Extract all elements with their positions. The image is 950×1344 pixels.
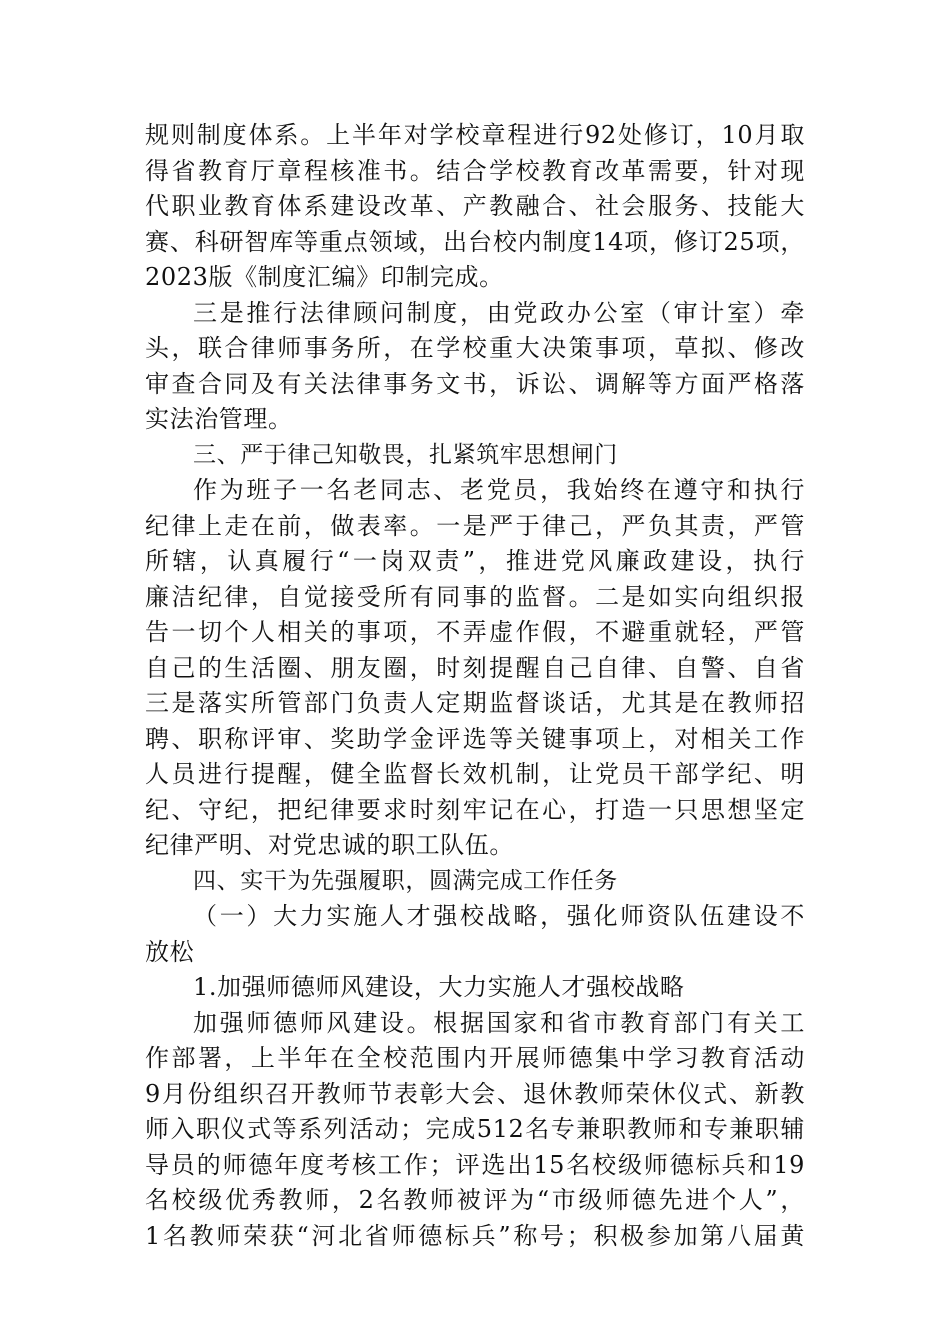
text-line: 廉洁纪律，自觉接受所有同事的监督。二是如实向组织报 — [145, 582, 805, 611]
text-line: 自己的生活圈、朋友圈，时刻提醒自己自律、自警、自省 — [145, 653, 805, 682]
text-line: 1.加强师德师风建设，大力实施人才强校战略 — [193, 973, 685, 1001]
text-line: 三是落实所管部门负责人定期监督谈话，尤其是在教师招 — [145, 689, 805, 717]
text-line: 师入职仪式等系列活动；完成512名专兼职教师和专兼职辅 — [145, 1115, 805, 1143]
heading-text: 三、严于律己知敬畏，扎紧筑牢思想闸门 — [193, 441, 618, 468]
text-line: 审查合同及有关法律事务文书，诉讼、调解等方面严格落 — [145, 369, 805, 398]
paragraph — [145, 118, 805, 296]
text-line: 纪律严明、对党忠诚的职工队伍。 — [145, 831, 514, 859]
text-line: 所辖，认真履行“一岗双责”，推进党风廉政建设，执行 — [145, 547, 805, 575]
text-line: （一）大力实施人才强校战略，强化师资队伍建设不 — [193, 902, 805, 930]
text-line: 纪、守纪，把纪律要求时刻牢记在心，打造一只思想坚定 — [145, 795, 805, 824]
section-heading — [145, 864, 805, 900]
text-line: 头，联合律师事务所，在学校重大决策事项，草拟、修改 — [145, 334, 805, 362]
paragraph — [145, 899, 805, 970]
text-line: 聘、职称评审、奖助学金评选等关键事项上，对相关工作 — [145, 724, 805, 753]
text-line: 赛、科研智库等重点领域，出台校内制度14项，修订25项， — [145, 227, 805, 256]
text-line: 规则制度体系。上半年对学校章程进行92处修订，10月取 — [145, 121, 805, 149]
text-line: 1名教师荣获“河北省师德标兵”称号；积极参加第八届黄 — [145, 1221, 805, 1250]
text-line: 三是推行法律顾问制度，由党政办公室（审计室）牵 — [193, 298, 805, 327]
text-line: 2023版《制度汇编》印制完成。 — [145, 263, 504, 291]
paragraph — [145, 1006, 805, 1255]
text-line: 人员进行提醒，健全监督长效机制，让党员干部学纪、明 — [145, 760, 805, 788]
paragraph — [145, 296, 805, 438]
text-line: 9月份组织召开教师节表彰大会、退休教师荣休仪式、新教 — [145, 1079, 805, 1108]
text-line: 名校级优秀教师，2名教师被评为“市级师德先进个人”， — [145, 1186, 805, 1214]
document-page — [145, 118, 805, 1254]
text-line: 导员的师德年度考核工作；评选出15名校级师德标兵和19 — [145, 1150, 805, 1179]
text-line: 作部署，上半年在全校范围内开展师德集中学习教育活动 — [145, 1044, 805, 1072]
text-line: 纪律上走在前，做表率。一是严于律己，严负其责，严管 — [145, 511, 805, 540]
section-heading — [145, 438, 805, 474]
text-line: 得省教育厅章程核准书。结合学校教育改革需要，针对现 — [145, 156, 805, 185]
text-line: 告一切个人相关的事项，不弄虚作假，不避重就轻，严管 — [145, 618, 805, 646]
paragraph — [145, 970, 805, 1006]
paragraph — [145, 473, 805, 864]
text-line: 作为班子一名老同志、老党员，我始终在遵守和执行 — [193, 476, 805, 504]
text-line: 实法治管理。 — [145, 405, 293, 433]
text-line: 加强师德师风建设。根据国家和省市教育部门有关工 — [193, 1008, 805, 1037]
heading-text: 四、实干为先强履职，圆满完成工作任务 — [193, 867, 618, 894]
text-line: 放松 — [145, 937, 195, 966]
text-line: 代职业教育体系建设改革、产教融合、社会服务、技能大 — [145, 192, 805, 220]
